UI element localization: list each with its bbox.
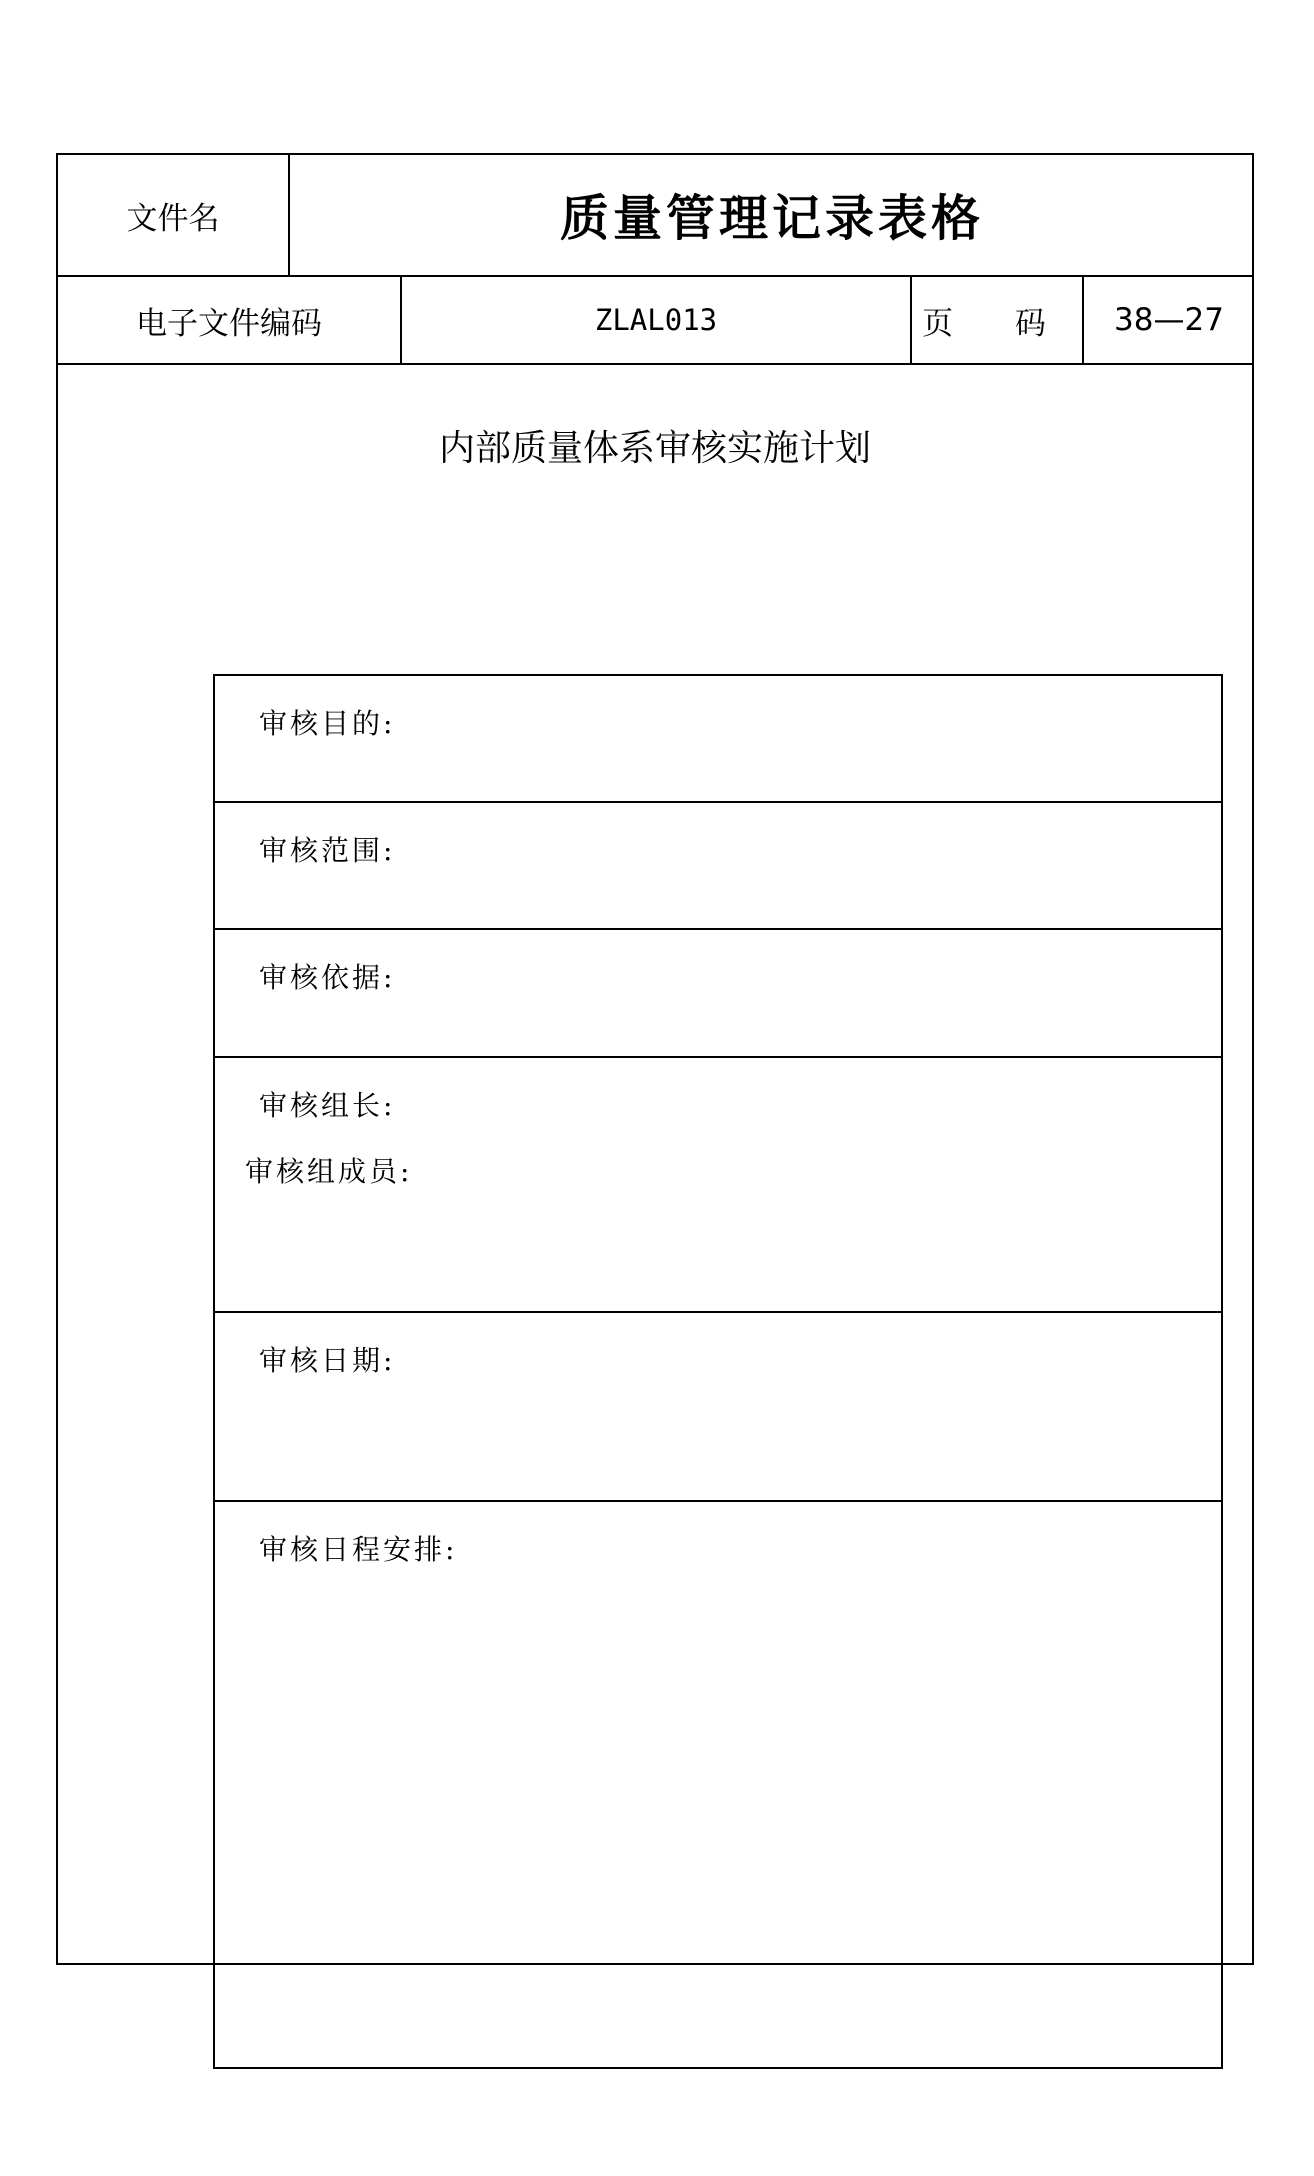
page-label-cell bbox=[912, 277, 1082, 363]
section-audit-basis bbox=[215, 930, 1221, 1058]
page-label: 页 码 bbox=[922, 305, 1072, 342]
document-title: 内部质量体系审核实施计划 bbox=[438, 428, 871, 469]
electronic-code-label-cell bbox=[58, 277, 400, 363]
audit-date-label: 审核日期: bbox=[259, 1344, 396, 1377]
file-name-label-cell bbox=[58, 155, 288, 275]
section-audit-team bbox=[215, 1058, 1221, 1313]
section-audit-scope bbox=[215, 803, 1221, 930]
audit-scope-label: 审核范围: bbox=[259, 834, 396, 867]
header-row-code bbox=[58, 277, 1252, 365]
electronic-code-value: ZLAL013 bbox=[594, 303, 718, 337]
page-value-cell bbox=[1084, 277, 1254, 363]
audit-leader-label: 审核组长: bbox=[259, 1089, 396, 1122]
form-title: 质量管理记录表格 bbox=[559, 190, 984, 247]
section-audit-schedule bbox=[215, 1502, 1221, 2067]
electronic-code-value-cell bbox=[402, 277, 910, 363]
audit-schedule-label: 审核日程安排: bbox=[259, 1533, 458, 1566]
record-form bbox=[56, 153, 1254, 1965]
section-audit-purpose bbox=[215, 676, 1221, 803]
file-name-label: 文件名 bbox=[126, 200, 220, 237]
electronic-code-label: 电子文件编码 bbox=[136, 305, 322, 342]
audit-purpose-label: 审核目的: bbox=[259, 707, 396, 740]
audit-members-label: 审核组成员: bbox=[245, 1155, 413, 1188]
form-title-cell bbox=[290, 155, 1254, 275]
section-audit-date bbox=[215, 1313, 1221, 1502]
audit-basis-label: 审核依据: bbox=[259, 961, 396, 994]
header-row-title bbox=[58, 155, 1252, 277]
audit-plan-table bbox=[213, 674, 1223, 2069]
page-value: 38—27 bbox=[1114, 302, 1224, 338]
